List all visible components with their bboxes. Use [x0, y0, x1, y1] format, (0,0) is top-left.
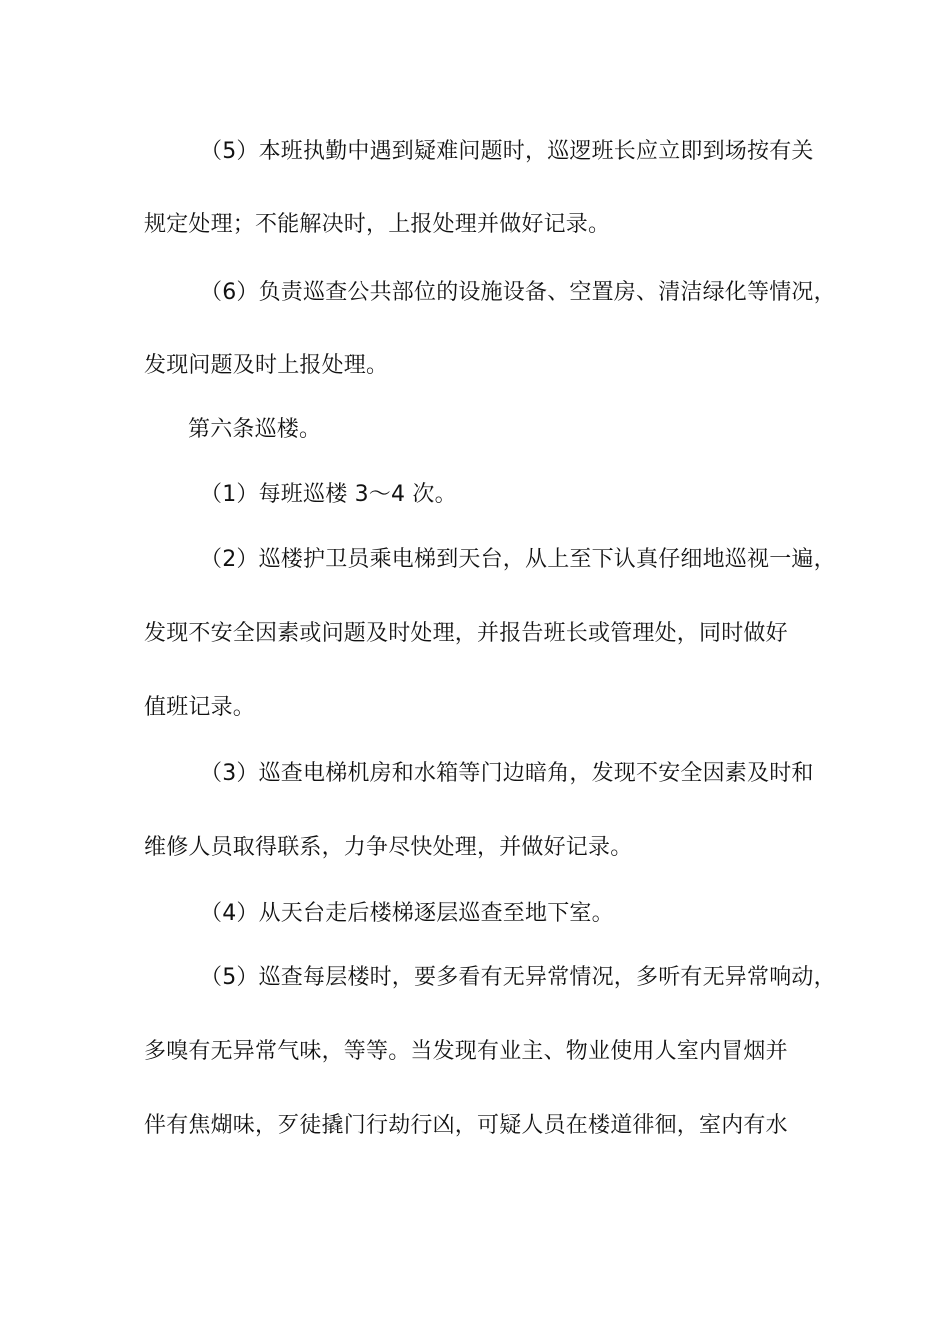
paragraph-line: 维修人员取得联系，力争尽快处理，并做好记录。	[144, 835, 633, 860]
paragraph-line: 伴有焦煳味，歹徒撬门行劫行凶，可疑人员在楼道徘徊，室内有水	[144, 1113, 788, 1138]
paragraph-line: （4）从天台走后楼梯逐层巡查至地下室。	[200, 901, 614, 926]
paragraph-line: 规定处理；不能解决时，上报处理并做好记录。	[144, 212, 611, 237]
paragraph-line: （2）巡楼护卫员乘电梯到天台，从上至下认真仔细地巡视一遍，	[200, 547, 836, 572]
paragraph-line: 值班记录。	[144, 695, 256, 720]
paragraph-line: 发现问题及时上报处理。	[144, 353, 389, 378]
paragraph-line: （6）负责巡查公共部位的设施设备、空置房、清洁绿化等情况，	[200, 280, 836, 305]
section-heading: 第六条巡楼。	[188, 417, 322, 442]
paragraph-line: （5）巡查每层楼时，要多看有无异常情况，多听有无异常响动，	[200, 965, 836, 990]
paragraph-line: （3）巡查电梯机房和水箱等门边暗角，发现不安全因素及时和	[200, 761, 814, 786]
paragraph-line: （1）每班巡楼 3～4 次。	[200, 482, 457, 507]
paragraph-line: （5）本班执勤中遇到疑难问题时，巡逻班长应立即到场按有关	[200, 139, 814, 164]
paragraph-line: 发现不安全因素或问题及时处理，并报告班长或管理处，同时做好	[144, 621, 788, 646]
paragraph-line: 多嗅有无异常气味，等等。当发现有业主、物业使用人室内冒烟并	[144, 1039, 788, 1064]
